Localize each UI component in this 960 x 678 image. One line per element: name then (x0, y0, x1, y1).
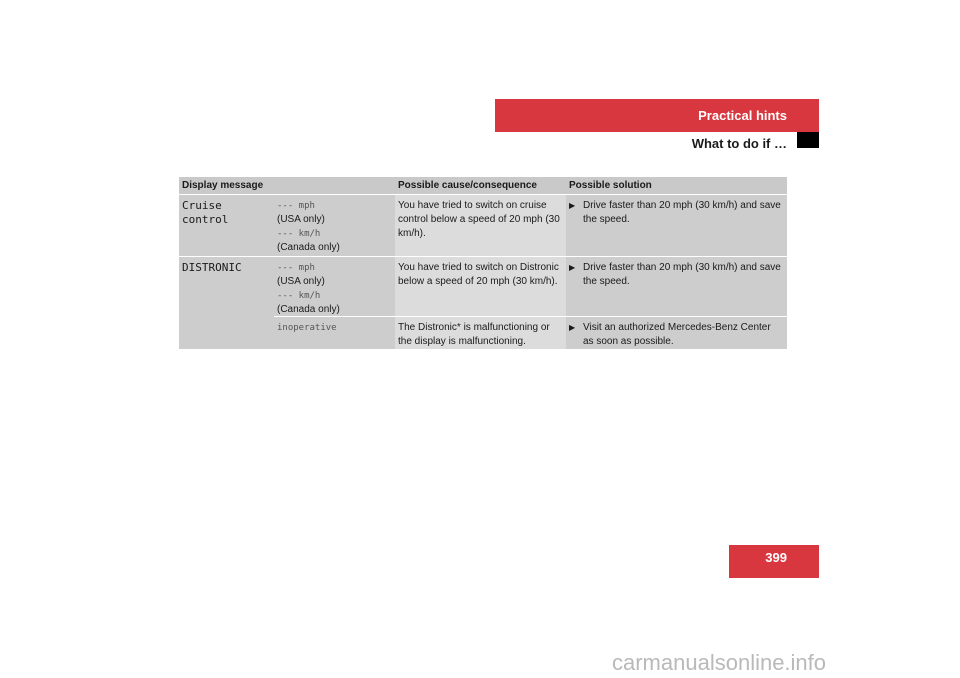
message-region-usa: (USA only) (277, 276, 325, 287)
triangle-bullet-icon: ▶ (569, 201, 576, 210)
cause-text: You have tried to switch on Distronic below a speed of 20 mph (30 km/h). (395, 257, 566, 316)
watermark-text: carmanualsonline.info (612, 650, 827, 675)
message-inoperative: inoperative (277, 323, 337, 333)
header-band (495, 99, 819, 132)
message-kmh: --- km/h (277, 229, 321, 239)
cause-text: The Distronic* is malfunctioning or the display is malfunctioning. (395, 317, 566, 349)
triangle-bullet-icon: ▶ (569, 323, 576, 332)
display-message: Cruise control (179, 195, 274, 256)
table-row (179, 195, 787, 256)
section-title: Practical hints (698, 108, 787, 123)
page-number-box (729, 545, 819, 578)
table-row-group (179, 256, 787, 349)
message-detail (274, 195, 395, 256)
table-row (274, 317, 787, 349)
cause-text: You have tried to switch on cruise control below a speed of 20 mph (30 km/h). (395, 195, 566, 256)
column-header-display-message: Display message (182, 179, 264, 191)
solution-cell (566, 317, 787, 349)
triangle-bullet-icon: ▶ (569, 263, 576, 272)
message-region-usa: (USA only) (277, 214, 325, 225)
column-header-cause: Possible cause/consequence (398, 179, 537, 191)
page-number: 399 (765, 550, 787, 565)
message-region-canada: (Canada only) (277, 242, 340, 253)
message-region-canada: (Canada only) (277, 304, 340, 315)
solution-cell (566, 257, 787, 316)
display-message: DISTRONIC (179, 257, 274, 349)
display-message-table (179, 177, 787, 349)
section-tab-marker (797, 132, 819, 148)
table-header-row (179, 177, 787, 194)
message-detail (274, 317, 395, 349)
message-kmh: --- km/h (277, 291, 321, 301)
message-detail (274, 257, 395, 316)
page-subtitle: What to do if … (691, 136, 787, 151)
solution-cell (566, 195, 787, 256)
column-header-solution: Possible solution (569, 179, 652, 191)
message-mph: --- mph (277, 201, 315, 211)
solution-text: Drive faster than 20 mph (30 km/h) and save the speed. (583, 200, 781, 225)
solution-text: Visit an authorized Mercedes-Benz Center as soon as possible. (583, 322, 771, 347)
message-mph: --- mph (277, 263, 315, 273)
table-row (274, 257, 787, 316)
solution-text: Drive faster than 20 mph (30 km/h) and save the speed. (583, 262, 781, 287)
